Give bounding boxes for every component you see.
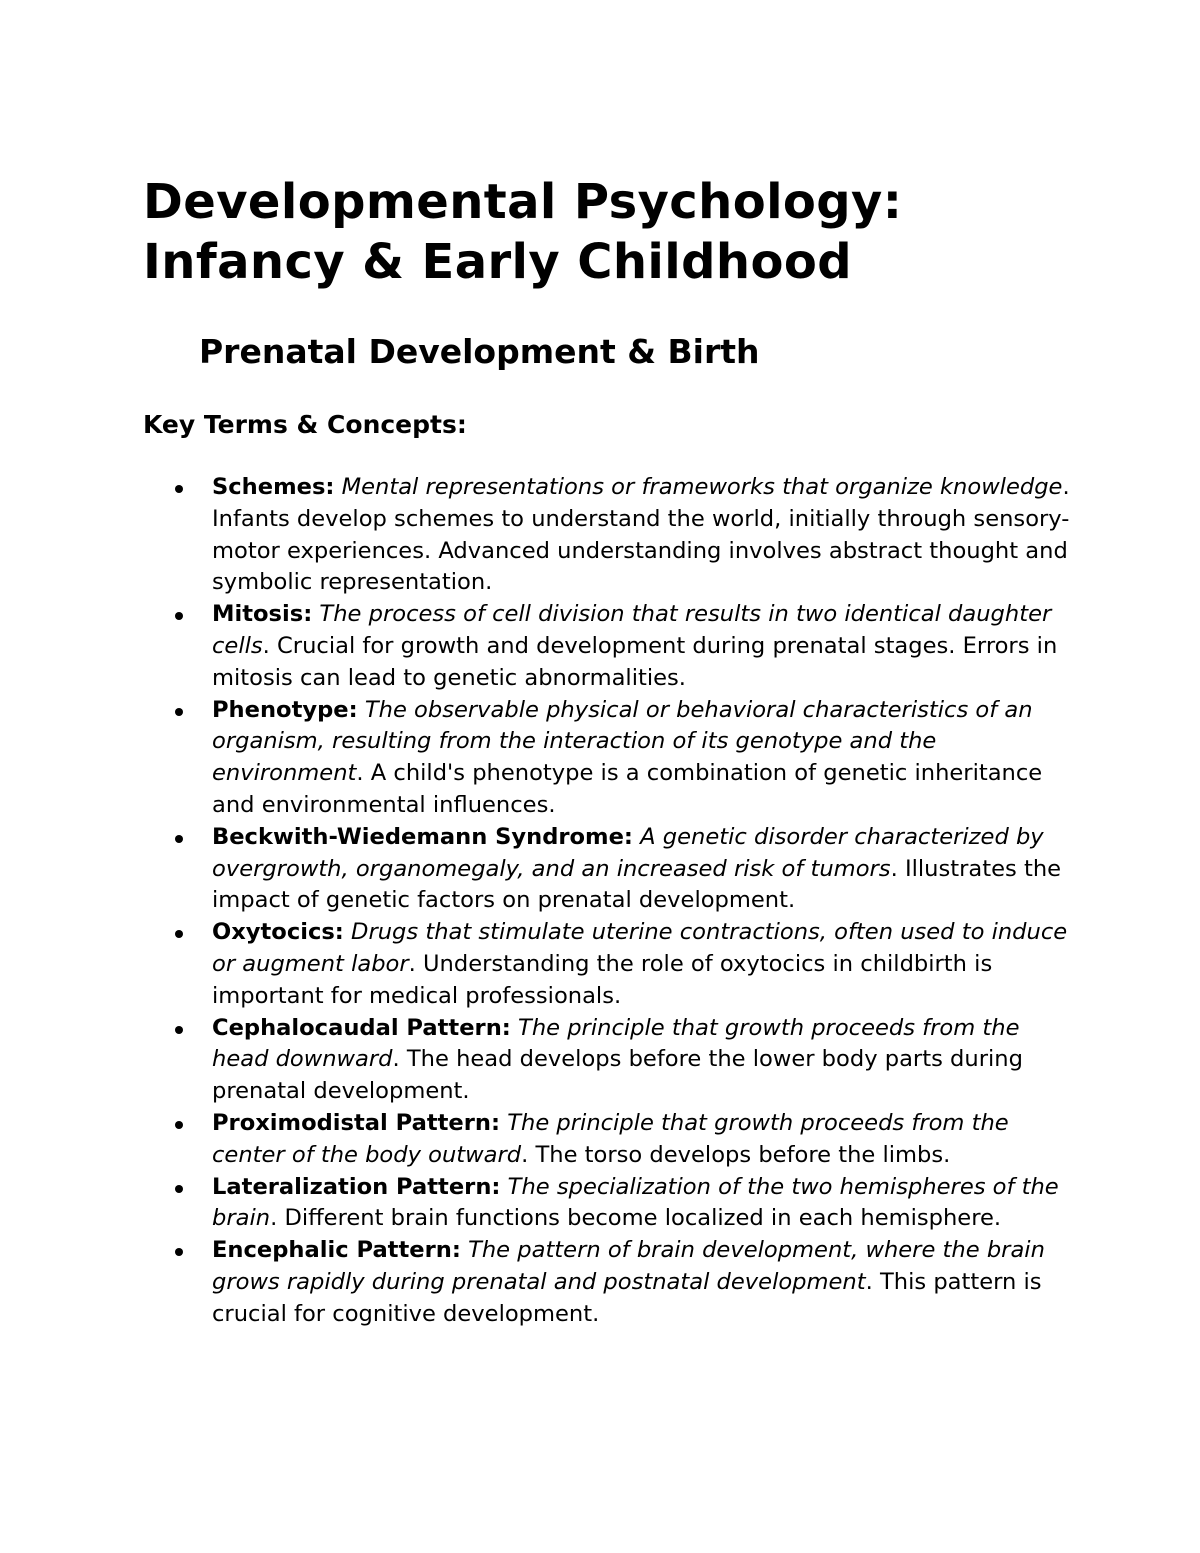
term-definition: The principle that growth proceeds from the head downward: [212, 1014, 1020, 1073]
section-heading: Key Terms & Concepts:: [143, 410, 467, 439]
bullet-icon: [175, 1121, 183, 1129]
term-name: Lateralization Pattern:: [212, 1173, 501, 1200]
bullet-icon: [175, 1248, 183, 1256]
term-explanation: . This pattern is crucial for cognitive development.: [212, 1268, 1042, 1327]
bullet-icon: [175, 708, 183, 716]
term-explanation: . Different brain functions become localized in each hemisphere.: [270, 1205, 1002, 1232]
term-definition: The process of cell division that results in two identical daughter cells: [212, 601, 1052, 659]
term-definition: The specialization of the two hemispheres of the brain: [212, 1173, 1059, 1232]
term-definition: Mental representations or frameworks that organize knowledge: [341, 474, 1063, 500]
term-item-proximodistal: [212, 1108, 1072, 1172]
term-definition: The principle that growth proceeds from the center of the body outward: [212, 1109, 1009, 1168]
term-name: Encephalic Pattern:: [212, 1237, 461, 1264]
term-explanation: . Crucial for growth and development during prenatal stages. Errors in mitosis can lead to genetic abnormalities.: [212, 632, 1058, 691]
bullet-icon: [175, 1026, 183, 1034]
term-definition: The observable physical or behavioral characteristics of an organism, resulting from the interaction of its genotype and the environment: [212, 696, 1033, 787]
term-item-schemes: [212, 472, 1072, 599]
term-explanation: . Infants develop schemes to understand the world, initially through sensory-motor experiences. Advanced understanding involves abstract thought and symbolic representation.: [212, 474, 1070, 596]
term-item-mitosis: [212, 599, 1072, 694]
bullet-icon: [175, 930, 183, 938]
term-item-oxytocics: [212, 917, 1072, 1012]
term-name: Oxytocics:: [212, 919, 344, 946]
bullet-icon: [175, 1185, 183, 1193]
document-title-line-1: Developmental Psychology:: [143, 174, 903, 230]
term-name: Schemes:: [212, 474, 335, 500]
term-name: Cephalocaudal Pattern:: [212, 1014, 511, 1041]
term-explanation: . Understanding the role of oxytocics in childbirth is important for medical professionals.: [212, 950, 993, 1009]
term-explanation: . The torso develops before the limbs.: [521, 1141, 951, 1168]
term-name: Beckwith-Wiedemann Syndrome:: [212, 823, 633, 850]
term-item-phenotype: [212, 695, 1072, 822]
chapter-subtitle: Prenatal Development & Birth: [199, 332, 760, 371]
bullet-icon: [175, 835, 183, 843]
document-title: [143, 172, 1103, 292]
term-name: Mitosis:: [212, 601, 313, 628]
bullet-icon: [175, 612, 183, 620]
term-item-lateralization: [212, 1172, 1072, 1236]
term-explanation: . The head develops before the lower body parts during prenatal development.: [212, 1046, 1023, 1105]
document-title-line-2: Infancy & Early Childhood: [143, 234, 852, 290]
term-definition: Drugs that stimulate uterine contractions, often used to induce or augment labor: [212, 919, 1068, 977]
term-definition: The pattern of brain development, where the brain grows rapidly during prenatal and postnatal development: [212, 1237, 1045, 1295]
term-name: Phenotype:: [212, 696, 358, 723]
term-item-cephalocaudal: [212, 1013, 1072, 1108]
term-definition: A genetic disorder characterized by overgrowth, organomegaly, and an increased risk of tumors: [212, 823, 1044, 882]
term-explanation: . Illustrates the impact of genetic factors on prenatal development.: [212, 855, 1062, 914]
term-item-beckwith-wiedemann: [212, 822, 1072, 917]
bullet-icon: [175, 485, 183, 493]
term-name: Proximodistal Pattern:: [212, 1109, 501, 1136]
key-terms-list: [212, 472, 1072, 1331]
term-explanation: . A child's phenotype is a combination of genetic inheritance and environmental influences.: [212, 760, 1043, 818]
term-item-encephalic: [212, 1235, 1072, 1330]
